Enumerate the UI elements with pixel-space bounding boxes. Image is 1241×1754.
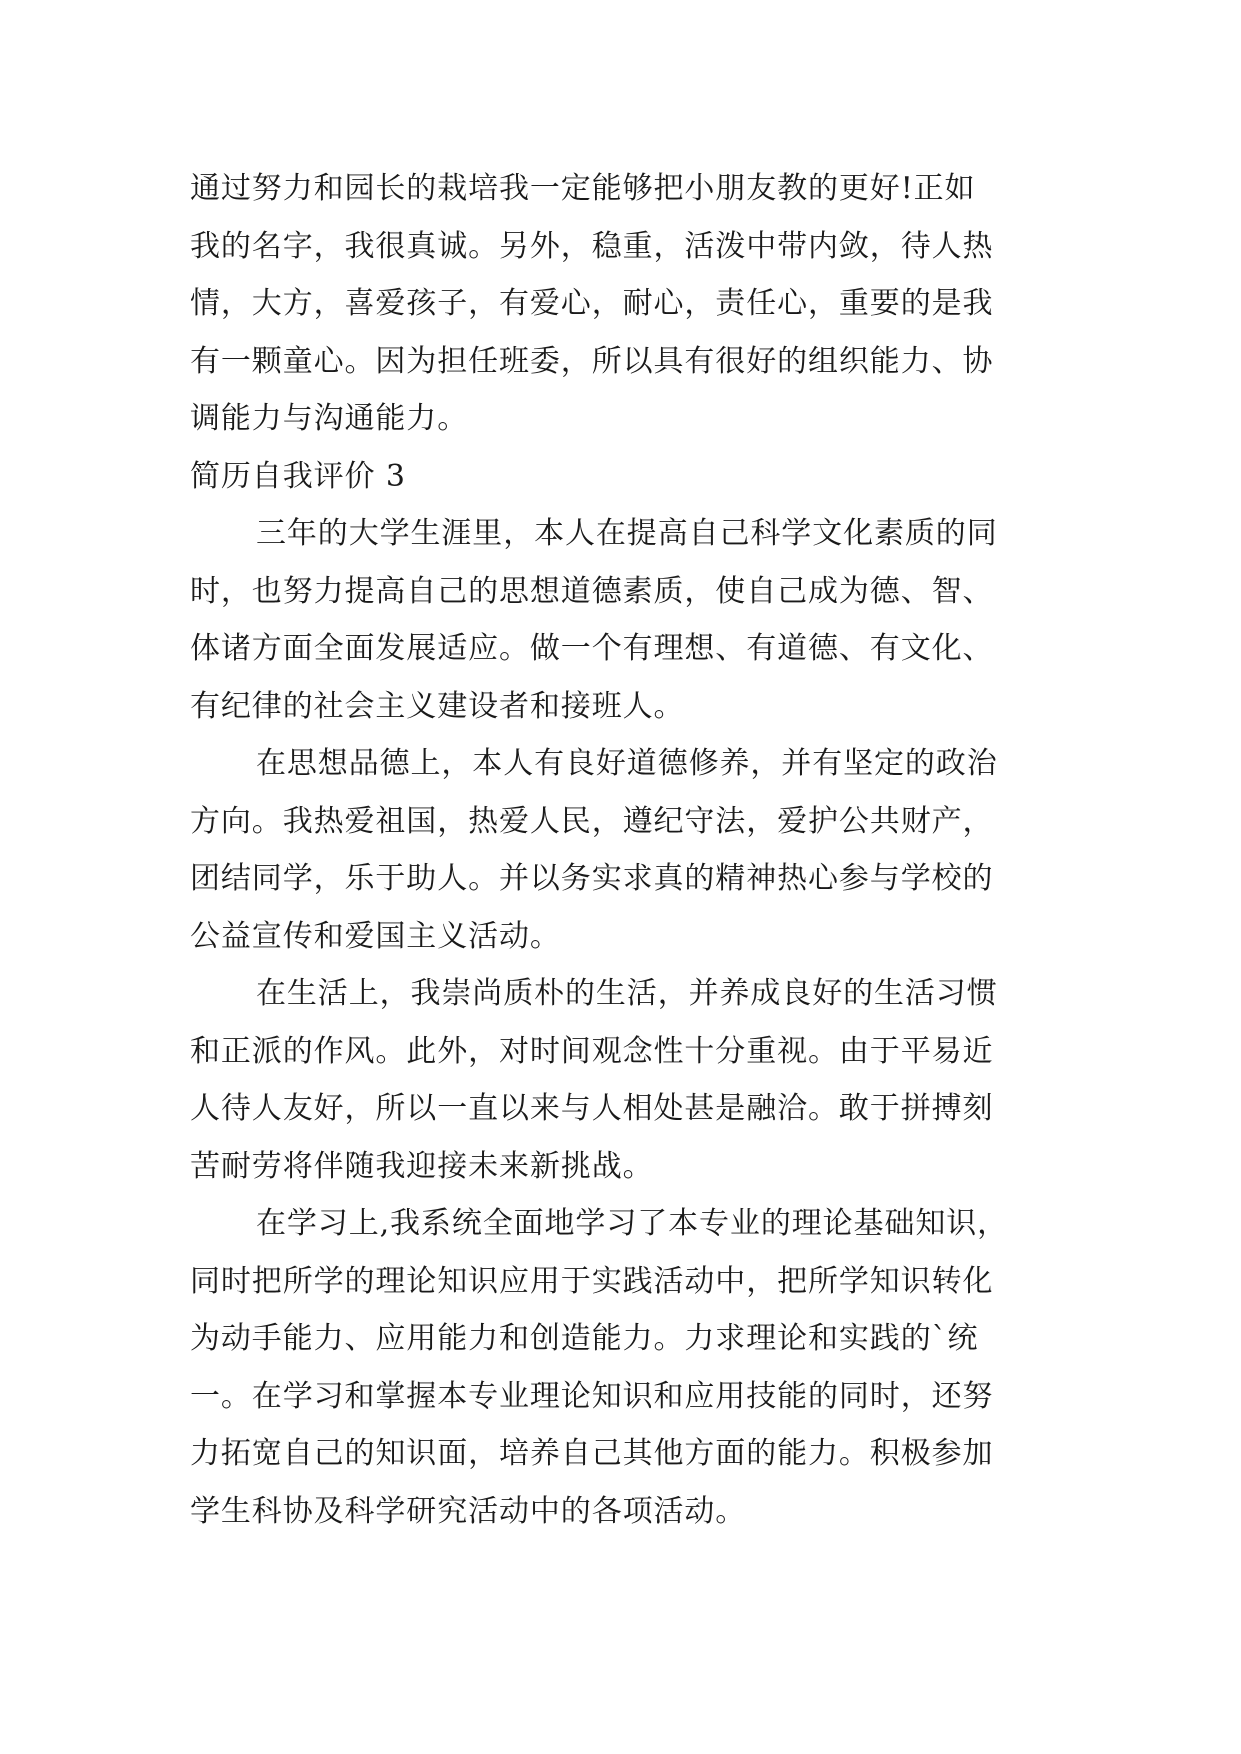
text-line: 通过努力和园长的栽培我一定能够把小朋友教的更好!正如 — [190, 171, 976, 206]
text-line: 公益宣传和爱国主义活动。 — [190, 918, 561, 954]
text-line: 力拓宽自己的知识面，培养自己其他方面的能力。积极参加 — [190, 1436, 994, 1471]
text-line: 一。在学习和掌握本专业理论知识和应用技能的同时，还努 — [190, 1378, 994, 1414]
text-line: 调能力与沟通能力。 — [190, 401, 469, 436]
text-line: 三年的大学生涯里，本人在提高自己科学文化素质的同 — [256, 516, 998, 551]
continuation-paragraph — [190, 160, 1070, 448]
text-line: 有纪律的社会主义建设者和接班人。 — [190, 688, 685, 724]
text-line: 有一颗童心。因为担任班委，所以具有很好的组织能力、协 — [190, 343, 994, 379]
text-line: 团结同学，乐于助人。并以务实求真的精神热心参与学校的 — [190, 861, 994, 896]
section-heading: 简历自我评价 3 — [190, 458, 406, 494]
text-line: 情，大方，喜爱孩子，有爱心，耐心，责任心，重要的是我 — [190, 286, 994, 321]
text-line: 在生活上，我崇尚质朴的生活，并养成良好的生活习惯 — [256, 976, 998, 1011]
text-line: 在学习上,我系统全面地学习了本专业的理论基础知识， — [256, 1206, 1009, 1241]
paragraph-3 — [190, 965, 1070, 1195]
text-line: 我的名字，我很真诚。另外，稳重，活泼中带内敛，待人热 — [190, 228, 994, 264]
paragraph-2 — [190, 735, 1070, 965]
text-line: 为动手能力、应用能力和创造能力。力求理论和实践的`统 — [190, 1321, 979, 1356]
text-line: 时，也努力提高自己的思想道德素质，使自己成为德、智、 — [190, 573, 994, 609]
text-line: 苦耐劳将伴随我迎接未来新挑战。 — [190, 1148, 654, 1184]
text-line: 学生科协及科学研究活动中的各项活动。 — [190, 1493, 747, 1529]
text-line: 同时把所学的理论知识应用于实践活动中，把所学知识转化 — [190, 1263, 994, 1299]
text-line: 方向。我热爱祖国，热爱人民，遵纪守法，爱护公共财产， — [190, 803, 994, 839]
text-line: 和正派的作风。此外，对时间观念性十分重视。由于平易近 — [190, 1033, 994, 1069]
paragraph-1 — [190, 505, 1070, 735]
document-body — [190, 160, 1070, 1540]
text-line: 人待人友好，所以一直以来与人相处甚是融洽。敢于拼搏刻 — [190, 1091, 994, 1126]
paragraph-4 — [190, 1195, 1070, 1540]
text-line: 体诸方面全面发展适应。做一个有理想、有道德、有文化、 — [190, 631, 994, 666]
text-line: 在思想品德上，本人有良好道德修养，并有坚定的政治 — [256, 746, 998, 781]
